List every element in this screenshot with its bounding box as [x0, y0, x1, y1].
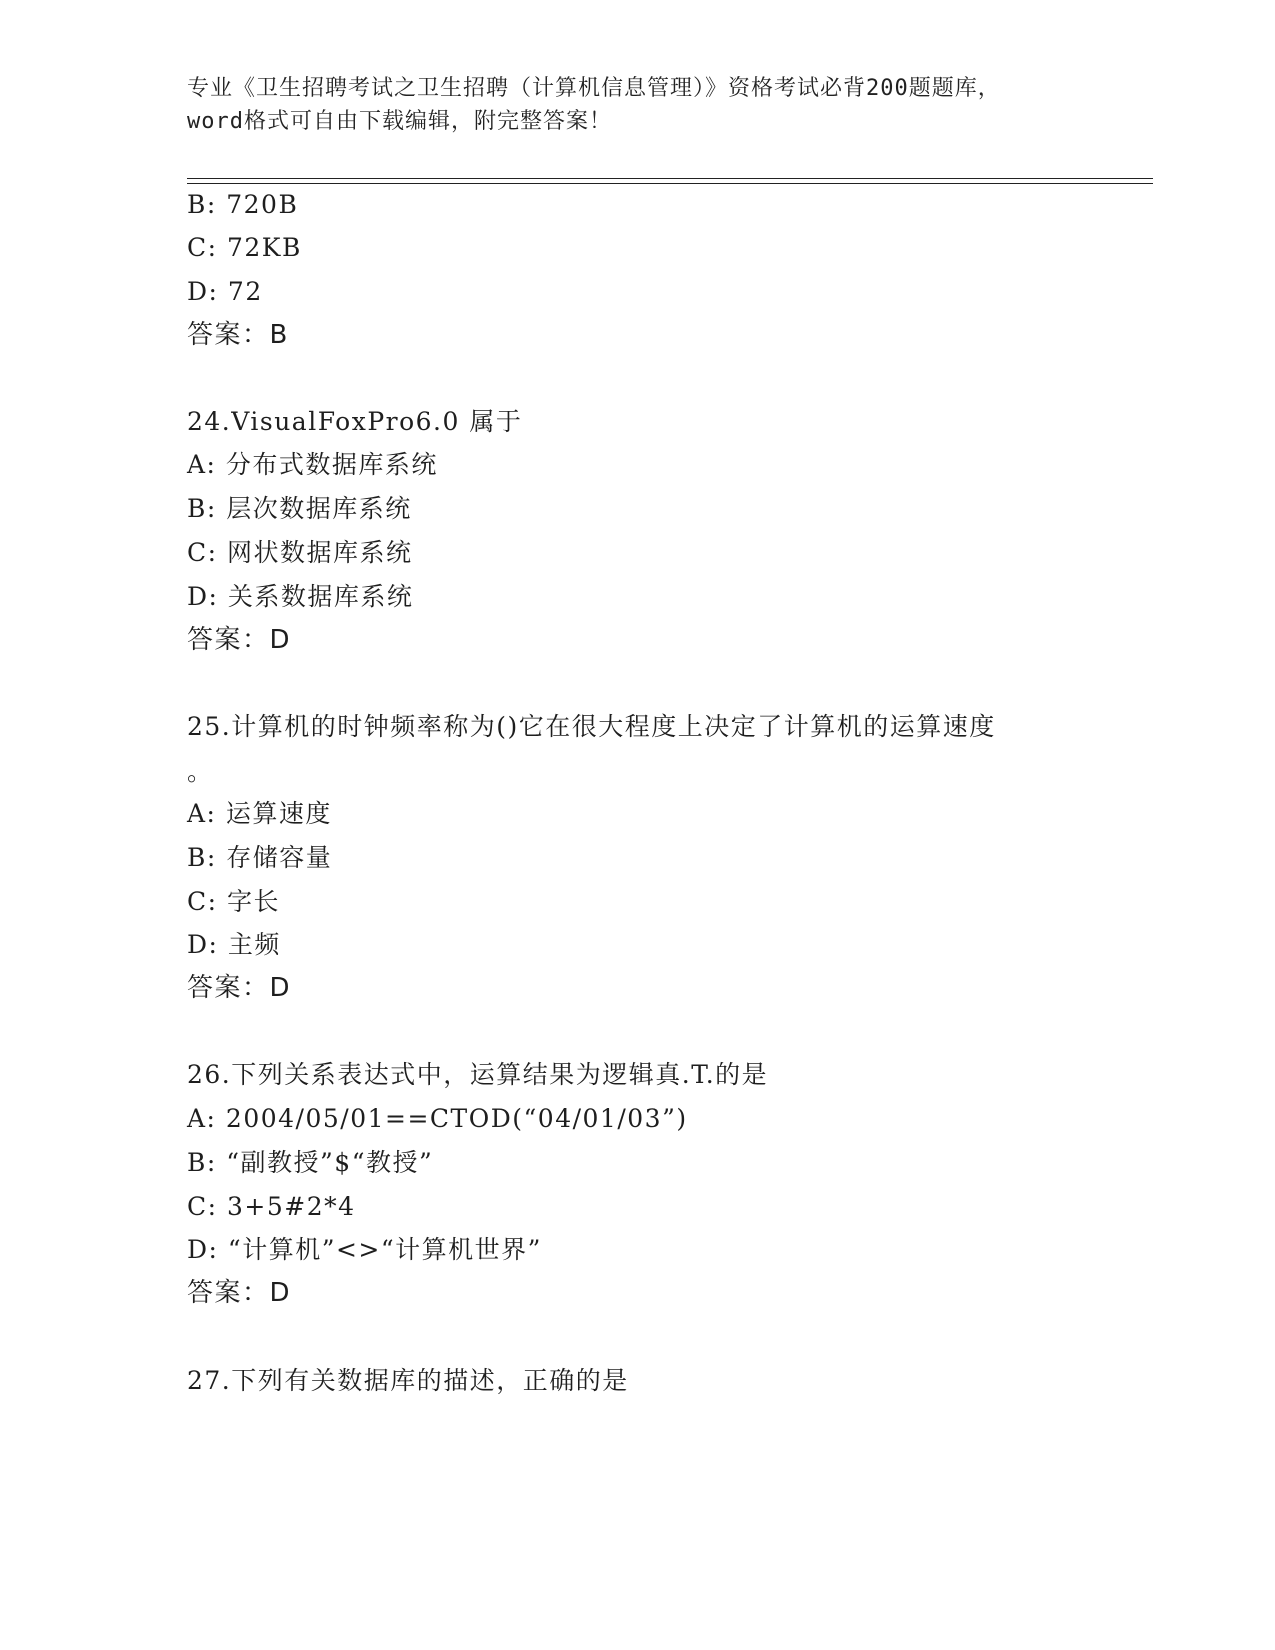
- q25-option-a: A: 运算速度: [187, 799, 332, 828]
- header-divider-top: [187, 178, 1153, 179]
- q25-question: 25.计算机的时钟频率称为()它在很大程度上决定了计算机的运算速度: [187, 712, 996, 741]
- q25-option-d: D: 主频: [187, 930, 281, 959]
- q23-answer: 答案：B: [187, 320, 289, 350]
- q26-question: 26.下列关系表达式中，运算结果为逻辑真.T.的是: [187, 1060, 769, 1089]
- q23-option-d: D: 72: [187, 277, 263, 306]
- header-line-1: 专业《卫生招聘考试之卫生招聘（计算机信息管理）》资格考试必背200题题库，: [187, 76, 1001, 101]
- q25-option-c: C: 字长: [187, 887, 280, 916]
- q26-option-d: D: “计算机”<>“计算机世界”: [187, 1235, 542, 1264]
- q24-option-d: D: 关系数据库系统: [187, 582, 414, 611]
- q24-answer: 答案：D: [187, 625, 292, 655]
- q26-option-a: A: 2004/05/01==CTOD(“04/01/03”): [187, 1104, 688, 1133]
- q24-option-b: B: 层次数据库系统: [187, 494, 412, 523]
- q24-option-a: A: 分布式数据库系统: [187, 450, 438, 479]
- header-line-2: word格式可自由下载编辑，附完整答案！: [187, 109, 612, 134]
- document-header: [187, 72, 1087, 138]
- header-divider-bottom: [187, 183, 1153, 184]
- q27-question: 27.下列有关数据库的描述，正确的是: [187, 1366, 629, 1395]
- q25-question-continuation: 。: [187, 757, 214, 786]
- q25-option-b: B: 存储容量: [187, 843, 333, 872]
- q26-option-c: C: 3+5#2*4: [187, 1192, 356, 1221]
- q24-question: 24.VisualFoxPro6.0 属于: [187, 407, 523, 436]
- q23-option-b: B: 720B: [187, 190, 299, 219]
- q23-option-c: C: 72KB: [187, 233, 302, 262]
- q26-answer: 答案：D: [187, 1278, 292, 1308]
- q25-answer: 答案：D: [187, 973, 292, 1003]
- q26-option-b: B: “副教授”$“教授”: [187, 1148, 434, 1177]
- q24-option-c: C: 网状数据库系统: [187, 538, 413, 567]
